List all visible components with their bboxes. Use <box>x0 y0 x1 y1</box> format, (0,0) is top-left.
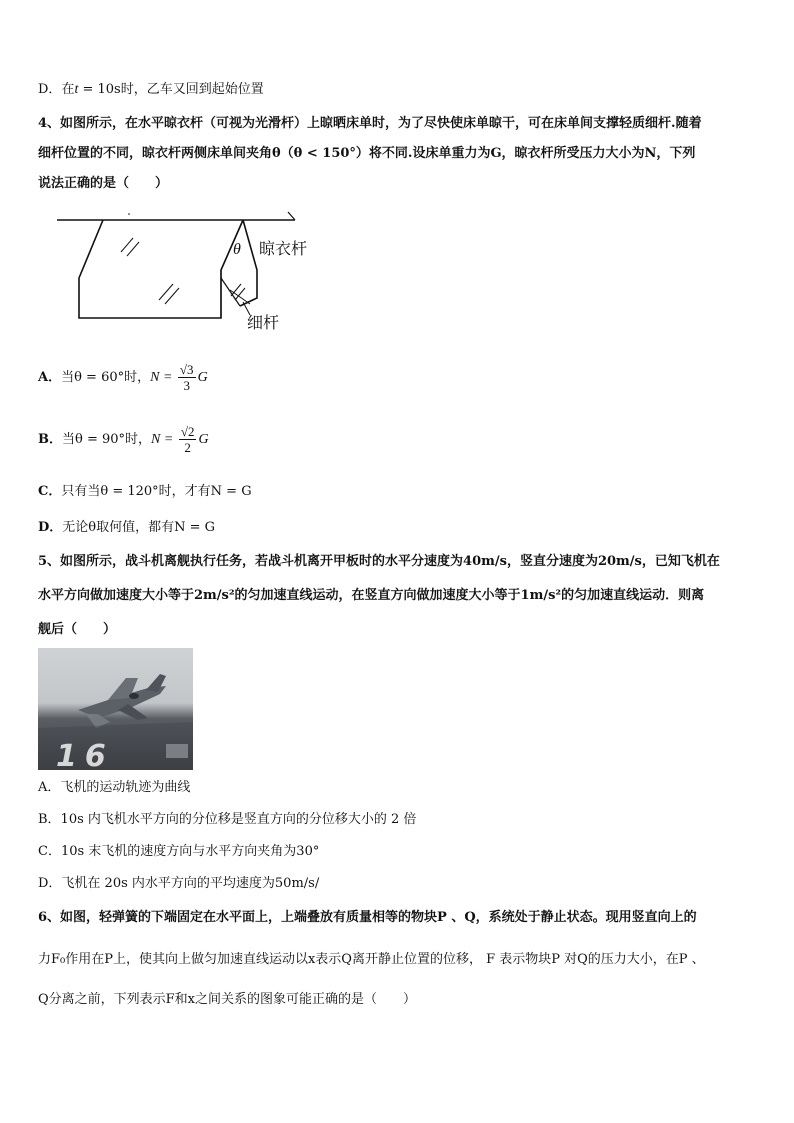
fighter-jet-icon <box>38 648 193 770</box>
clothesline-figure <box>55 208 335 338</box>
q5-option-c: C．10s 末飞机的速度方向与水平方向夹角为30° <box>38 844 320 859</box>
q5-option-b: B．10s 内飞机水平方向的分位移是竖直方向的分位移大小的 2 倍 <box>38 812 417 827</box>
q4-stem-line3: 说法正确的是（ ） <box>38 176 169 191</box>
q4-stem-line2: 细杆位置的不同，晾衣杆两侧床单间夹角θ（θ < 150°）将不同.设床单重力为G，晾衣杆所受压力大小为N，下列 <box>38 146 696 161</box>
rod-label: 细杆 <box>247 313 280 332</box>
deck-number: 16 <box>56 739 114 770</box>
q6-stem-line1: 6、如图，轻弹簧的下端固定在水平面上，上端叠放有质量相等的物块P 、Q，系统处于静止状态。现用竖直向上的 <box>38 910 697 925</box>
fighter-jet-photo <box>38 648 193 770</box>
q5-stem-line3: 舰后（ ） <box>38 622 117 637</box>
q3-option-d: D．在t = 10s时，乙车又回到起始位置 <box>38 82 264 97</box>
q6-stem-line3: Q分离之前，下列表示F和x之间关系的图象可能正确的是（ ） <box>38 992 417 1007</box>
q5-option-d: D．飞机在 20s 内水平方向的平均速度为50m/s/ <box>38 876 320 891</box>
q4-option-b: B．当θ = 90°时，N = $\frac{√2}{2}$ G <box>38 424 209 455</box>
q4-option-c: C．只有当θ = 120°时，才有N = G <box>38 484 252 499</box>
q5-stem-line1: 5、如图所示，战斗机离舰执行任务，若战斗机离开甲板时的水平分速度为40m/s，竖直分速度为20m/s，已知飞机在 <box>38 554 720 569</box>
q4-option-d: D．无论θ取何值，都有N = G <box>38 520 216 535</box>
q5-option-a: A．飞机的运动轨迹为曲线 <box>38 780 191 795</box>
pole-label: 晾衣杆 <box>259 239 308 258</box>
q6-stem-line2: 力F₀作用在P上，使其向上做匀加速直线运动以x表示Q离开静止位置的位移， F 表示物块P 对Q的压力大小，在P 、 <box>38 952 705 967</box>
q4-option-a: A．当θ = 60°时，N = $\frac{√3}{3}$ G <box>38 362 208 393</box>
q4-stem-line1: 4、如图所示，在水平晾衣杆（可视为光滑杆）上晾晒床单时，为了尽快使床单晾干，可在床单间支撑轻质细杆.随着 <box>38 116 702 131</box>
theta-label: θ <box>233 241 241 258</box>
q5-stem-line2: 水平方向做加速度大小等于2m/s²的匀加速直线运动，在竖直方向做加速度大小等于1m/s²的匀加速直线运动．则离 <box>38 588 705 603</box>
